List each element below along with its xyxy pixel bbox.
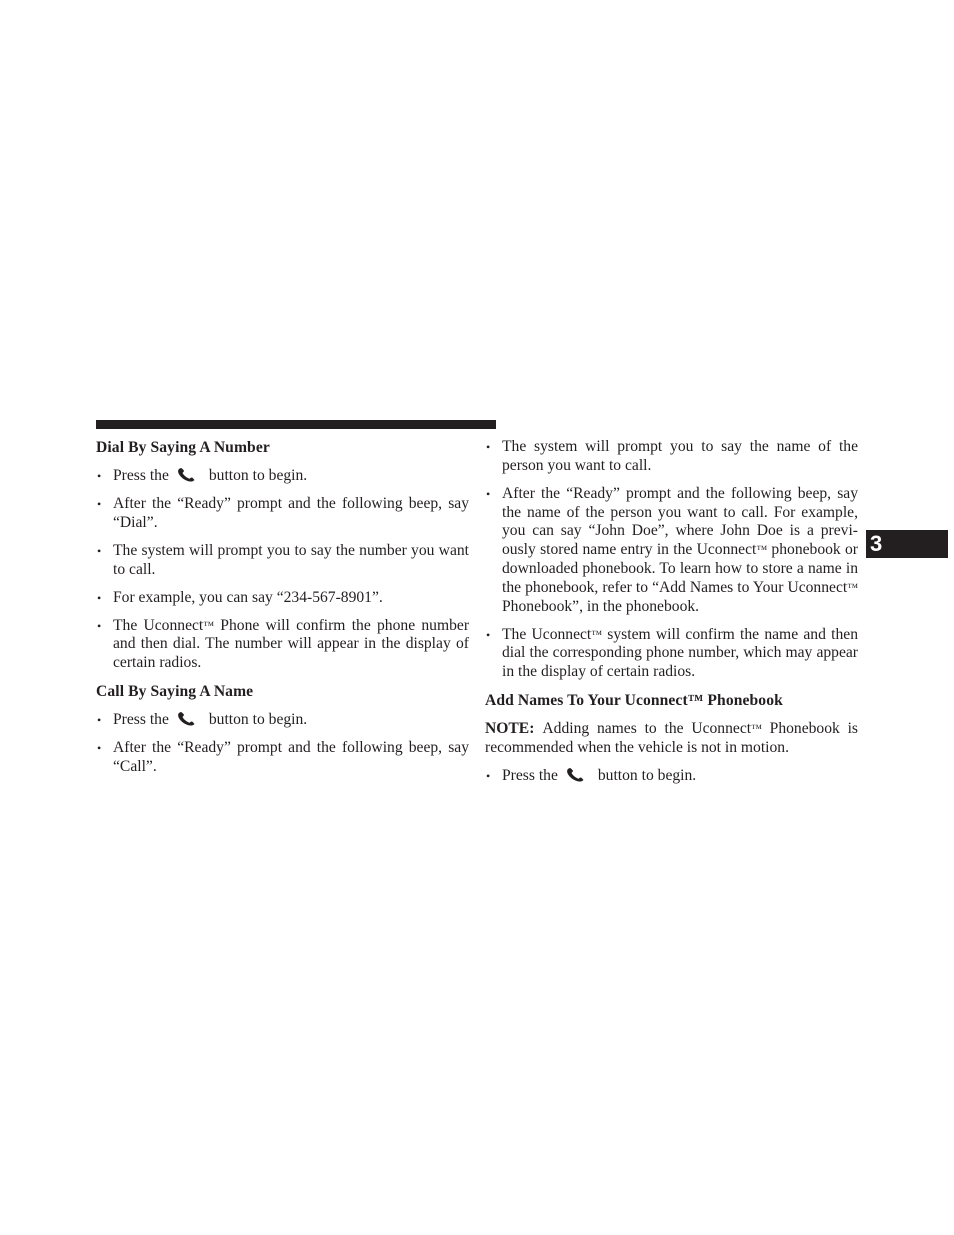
list-item: • Press the button to begin. — [96, 467, 469, 486]
list-item: • Press the button to begin. — [485, 767, 858, 786]
list-item: • Press the button to begin. — [96, 711, 469, 730]
list-item: • After the “Ready” prompt and the following beep, say “Call”. — [96, 739, 469, 777]
add-list — [485, 767, 858, 786]
heading-dial-by-number: Dial By Saying A Number — [96, 439, 270, 456]
right-column — [485, 438, 858, 795]
phone-handset-icon — [177, 468, 197, 482]
list-item: • The system will prompt you to say the name of the person you want to call. — [485, 438, 858, 476]
phone-handset-icon — [177, 712, 197, 726]
list-item: • For example, you can say “234-567-8901”. — [96, 589, 469, 608]
left-column — [96, 438, 469, 786]
list-item: • The Uconnect™ system will confirm the name and then dial the corresponding phone number, which may appear in the display of certain radios. — [485, 626, 858, 682]
dial-list — [96, 467, 469, 673]
chapter-tab: 3 — [866, 530, 948, 558]
heading-add-names: Add Names To Your Uconnect™ Phonebook — [485, 692, 783, 710]
phone-handset-icon — [566, 768, 586, 782]
list-item: • After the “Ready” prompt and the following beep, say “Dial”. — [96, 495, 469, 533]
list-item: • The Uconnect™ Phone will confirm the phone number and then dial. The number will appear in the display of certain radios. — [96, 617, 469, 673]
list-item: • After the “Ready” prompt and the following beep, say the name of the person you want to call. For example, you can say “John Doe”, where John Doe is a previ-ously stored name entry in the Uconnect™ phonebook or downloaded phonebook. To learn how to store a name in the phonebook, refer to “Add Names to Your Uconnect™ Phonebook”, in the phonebook. — [485, 485, 858, 617]
heading-call-by-name: Call By Saying A Name — [96, 683, 254, 701]
call-list — [96, 711, 469, 777]
list-item: • The system will prompt you to say the number you want to call. — [96, 542, 469, 580]
call-list-continued — [485, 438, 858, 682]
section-rule — [96, 420, 496, 429]
note-paragraph: NOTE: Adding names to the Uconnect™ Phonebook is recommended when the vehicle is not in motion. — [485, 720, 858, 756]
